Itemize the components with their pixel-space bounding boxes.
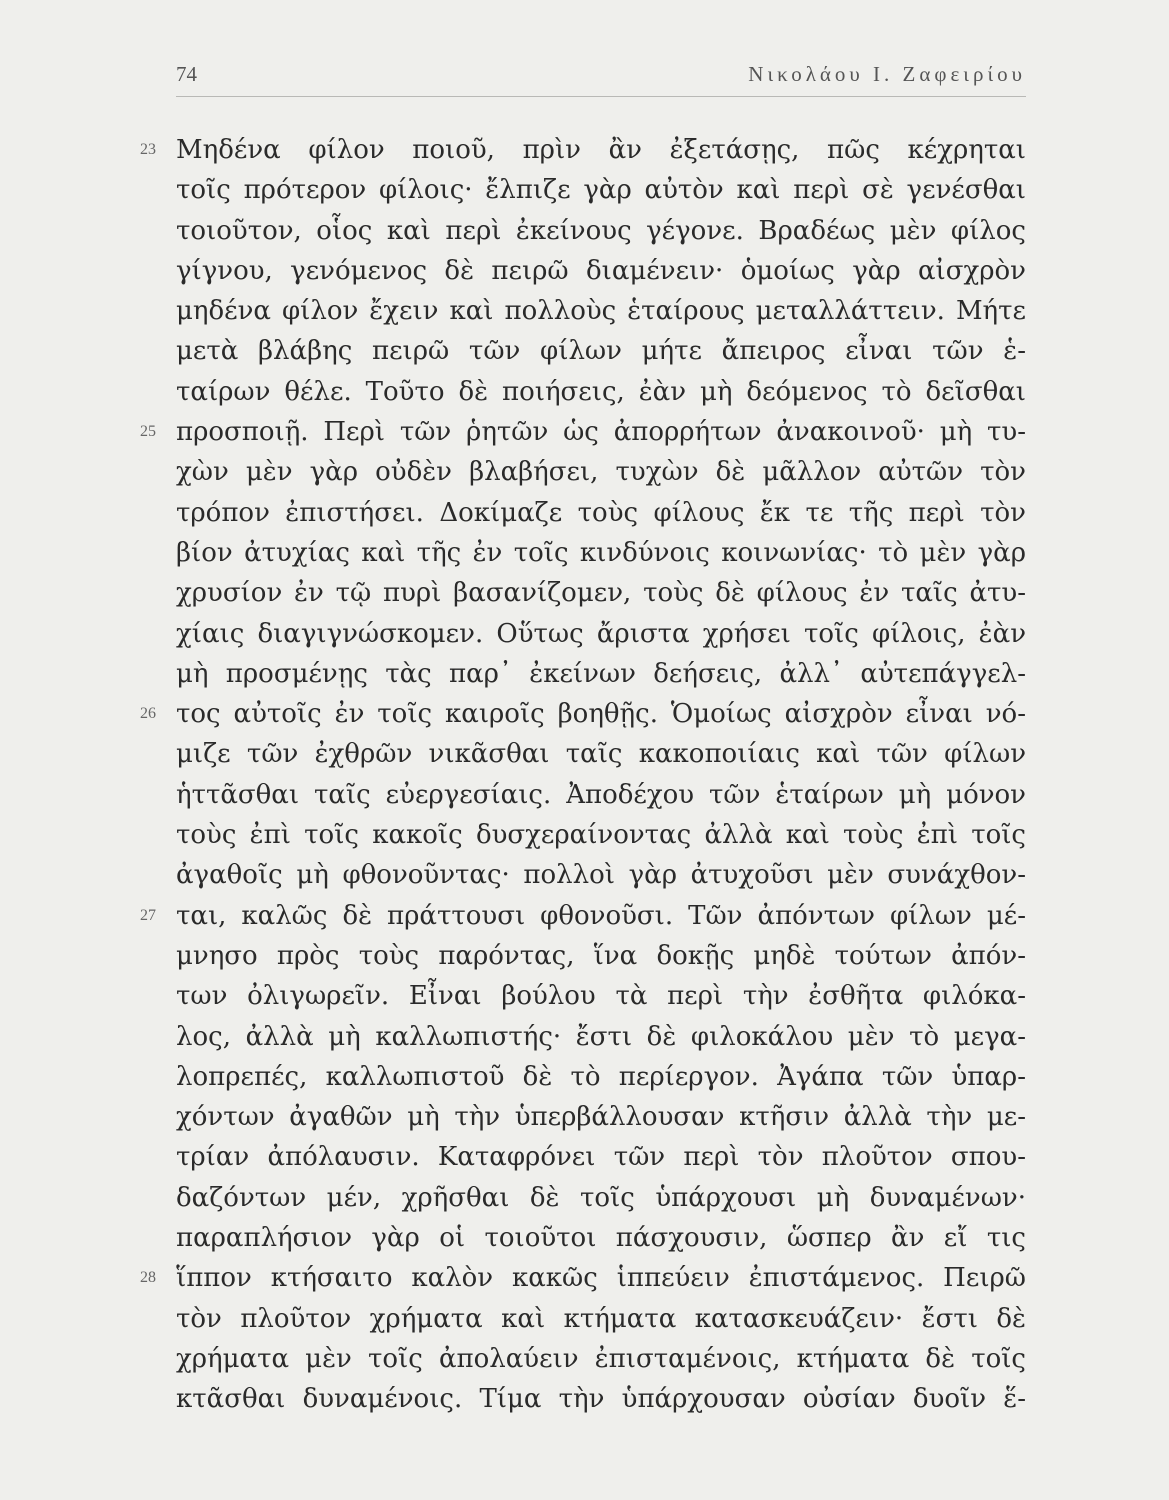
text-line bbox=[176, 291, 1026, 331]
line-text: μὴ προσμένῃς τὰς παρ᾽ ἐκείνων δεήσεις, ἀλλ᾽ αὐτεπάγγελ- bbox=[176, 658, 1026, 689]
text-line bbox=[176, 573, 1026, 613]
line-text: βίον ἀτυχίας καὶ τῆς ἐν τοῖς κινδύνοις κοινωνίας· τὸ μὲν γὰρ bbox=[176, 537, 1026, 568]
text-line bbox=[176, 493, 1026, 533]
line-text: Μηδένα φίλον ποιοῦ, πρὶν ἂν ἐξετάσῃς, πῶς κέχρηται bbox=[176, 135, 1026, 165]
line-text: χρυσίον ἐν τῷ πυρὶ βασανίζομεν, τοὺς δὲ φίλους ἐν ταῖς ἀτυ- bbox=[176, 578, 1026, 609]
text-line bbox=[140, 412, 1026, 452]
line-text: χὼν μὲν γὰρ οὐδὲν βλαβήσει, τυχὼν δὲ μᾶλλον αὐτῶν τὸν bbox=[176, 457, 1026, 488]
line-text: ταίρων θέλε. Τοῦτο δὲ ποιήσεις, ἐὰν μὴ δεόμενος τὸ δεῖσθαι bbox=[176, 376, 1026, 407]
text-line bbox=[176, 372, 1026, 412]
text-line bbox=[176, 775, 1026, 815]
text-line bbox=[176, 1299, 1026, 1339]
line-text: λοπρεπές, καλλωπιστοῦ δὲ τὸ περίεργον. Ἀγάπα τῶν ὑπαρ- bbox=[176, 1061, 1026, 1092]
line-text: των ὀλιγωρεῖν. Εἶναι βούλου τὰ περὶ τὴν ἐσθῆτα φιλόκα- bbox=[176, 981, 1026, 1012]
line-text: δαζόντων μέν, χρῆσθαι δὲ τοῖς ὑπάρχουσι μὴ δυναμένων· bbox=[176, 1182, 1026, 1213]
text-line bbox=[176, 533, 1026, 573]
line-text: τοῖς πρότερον φίλοις· ἔλπιζε γὰρ αὐτὸν καὶ περὶ σὲ γενέσθαι bbox=[176, 175, 1026, 206]
text-line bbox=[176, 170, 1026, 210]
line-marker: 28 bbox=[140, 1269, 156, 1287]
line-text: κτᾶσθαι δυναμένοις. Τίμα τὴν ὑπάρχουσαν οὐσίαν δυοῖν ἕ- bbox=[176, 1384, 1026, 1415]
line-text: ται, καλῶς δὲ πράττουσι φθονοῦσι. Τῶν ἀπόντων φίλων μέ- bbox=[176, 900, 1026, 931]
text-line bbox=[176, 1339, 1026, 1379]
text-line bbox=[176, 331, 1026, 371]
line-text: ἡττᾶσθαι ταῖς εὐεργεσίαις. Ἀποδέχου τῶν ἑταίρων μὴ μόνον bbox=[176, 779, 1026, 810]
line-marker: 23 bbox=[140, 141, 156, 158]
line-text: γίγνου, γενόμενος δὲ πειρῶ διαμένειν· ὁμοίως γὰρ αἰσχρὸν bbox=[176, 255, 1026, 286]
line-text: μηδένα φίλον ἔχειν καὶ πολλοὺς ἑταίρους μεταλλάττειν. Μήτε bbox=[176, 296, 1026, 327]
text-line bbox=[176, 734, 1026, 774]
line-text: τρίαν ἀπόλαυσιν. Καταφρόνει τῶν περὶ τὸν πλοῦτον σπου- bbox=[176, 1142, 1026, 1173]
line-text: τρόπον ἐπιστήσει. Δοκίμαζε τοὺς φίλους ἔκ τε τῆς περὶ τὸν bbox=[176, 497, 1026, 528]
text-line bbox=[176, 452, 1026, 492]
text-line bbox=[176, 1057, 1026, 1097]
text-line bbox=[176, 211, 1026, 251]
line-text: χίαις διαγιγνώσκομεν. Οὕτως ἄριστα χρήσει τοῖς φίλοις, ἐὰν bbox=[176, 618, 1026, 649]
text-line bbox=[140, 130, 1026, 170]
line-text: μετὰ βλάβης πειρῶ τῶν φίλων μήτε ἄπειρος εἶναι τῶν ἑ- bbox=[176, 336, 1026, 367]
text-line bbox=[176, 976, 1026, 1016]
page-header bbox=[176, 62, 1026, 97]
text-line bbox=[176, 1097, 1026, 1137]
line-text: μνησο πρὸς τοὺς παρόντας, ἵνα δοκῇς μηδὲ τούτων ἀπόν- bbox=[176, 940, 1026, 971]
text-line bbox=[176, 1379, 1026, 1419]
line-text: παραπλήσιον γὰρ οἱ τοιοῦτοι πάσχουσιν, ὥσπερ ἂν εἴ τις bbox=[176, 1223, 1026, 1254]
page-number: 74 bbox=[176, 62, 197, 86]
line-marker: 27 bbox=[140, 906, 156, 924]
text-line bbox=[176, 1178, 1026, 1218]
line-text: χρήματα μὲν τοῖς ἀπολαύειν ἐπισταμένοις, κτήματα δὲ τοῖς bbox=[176, 1343, 1026, 1374]
text-line bbox=[176, 1137, 1026, 1177]
body-text bbox=[140, 130, 1026, 1420]
running-head: Νικολάου Ι. Ζαφειρίου bbox=[748, 62, 1026, 86]
text-line bbox=[176, 654, 1026, 694]
line-text: τος αὐτοῖς ἐν τοῖς καιροῖς βοηθῇς. Ὁμοίως αἰσχρὸν εἶναι νό- bbox=[176, 699, 1026, 730]
line-text: προσποιῇ. Περὶ τῶν ῥητῶν ὡς ἀπορρήτων ἀνακοινοῦ· μὴ τυ- bbox=[176, 417, 1026, 448]
line-marker: 26 bbox=[140, 705, 156, 723]
text-line bbox=[176, 251, 1026, 291]
text-line bbox=[140, 896, 1026, 936]
text-line bbox=[176, 936, 1026, 976]
line-text: ἵππον κτήσαιτο καλὸν κακῶς ἱππεύειν ἐπιστάμενος. Πειρῶ bbox=[176, 1263, 1026, 1294]
line-text: μιζε τῶν ἐχθρῶν νικᾶσθαι ταῖς κακοποιίαις καὶ τῶν φίλων bbox=[176, 739, 1026, 770]
line-text: ἀγαθοῖς μὴ φθονοῦντας· πολλοὶ γὰρ ἀτυχοῦσι μὲν συνάχθον- bbox=[176, 860, 1026, 891]
text-line bbox=[140, 694, 1026, 734]
text-line bbox=[176, 1218, 1026, 1258]
text-line bbox=[176, 855, 1026, 895]
line-text: λος, ἀλλὰ μὴ καλλωπιστής· ἔστι δὲ φιλοκάλου μὲν τὸ μεγα- bbox=[176, 1021, 1026, 1052]
line-text: τὸν πλοῦτον χρήματα καὶ κτήματα κατασκευάζειν· ἔστι δὲ bbox=[176, 1303, 1026, 1334]
line-text: τοὺς ἐπὶ τοῖς κακοῖς δυσχεραίνοντας ἀλλὰ καὶ τοὺς ἐπὶ τοῖς bbox=[176, 820, 1026, 851]
text-line bbox=[176, 815, 1026, 855]
line-text: χόντων ἀγαθῶν μὴ τὴν ὑπερβάλλουσαν κτῆσιν ἀλλὰ τὴν με- bbox=[176, 1102, 1026, 1133]
text-line bbox=[176, 614, 1026, 654]
line-text: τοιοῦτον, οἷος καὶ περὶ ἐκείνους γέγονε. Βραδέως μὲν φίλος bbox=[176, 215, 1026, 246]
line-marker: 25 bbox=[140, 423, 156, 441]
text-line bbox=[176, 1017, 1026, 1057]
text-line bbox=[140, 1258, 1026, 1298]
